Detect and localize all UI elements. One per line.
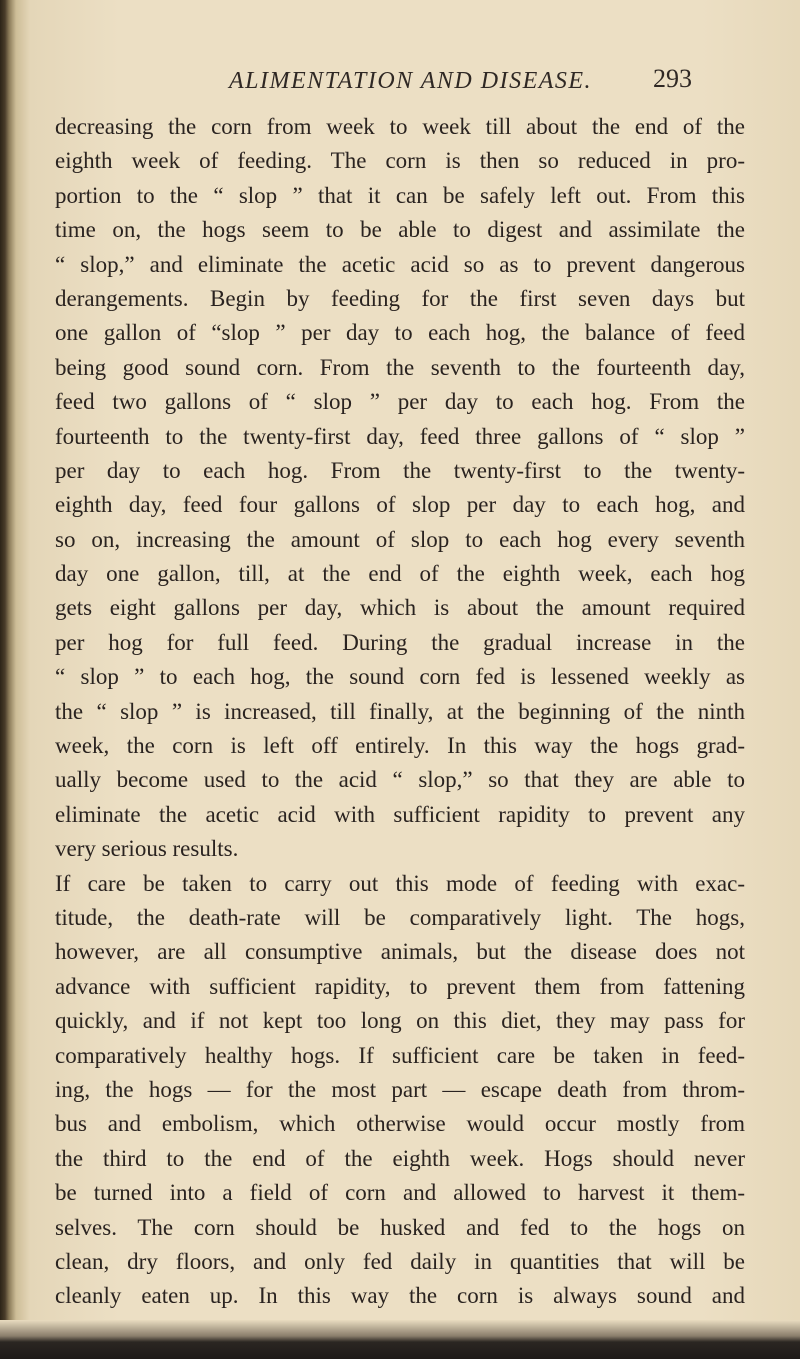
text-line: however, are all consumptive animals, but the disease does not bbox=[55, 939, 745, 965]
text-line: week, the corn is left off entirely. In this way the hogs grad- bbox=[55, 733, 745, 759]
text-line: clean, dry floors, and only fed daily in quantities that will be bbox=[55, 1248, 745, 1274]
paragraph-1 bbox=[55, 110, 745, 867]
text-line: gets eight gallons per day, which is about the amount required bbox=[55, 595, 745, 621]
page-bottom-edge bbox=[0, 1320, 800, 1359]
text-line: comparatively healthy hogs. If sufficient care be taken in feed- bbox=[55, 1042, 745, 1068]
text-line: “ slop ” to each hog, the sound corn fed is lessened weekly as bbox=[55, 664, 745, 690]
text-line: time on, the hogs seem to be able to digest and assimilate the bbox=[55, 217, 745, 243]
text-line: eighth week of feeding. The corn is then so reduced in pro- bbox=[55, 148, 745, 174]
page-number: 293 bbox=[653, 64, 692, 93]
text-line: “ slop,” and eliminate the acetic acid so as to prevent dangerous bbox=[55, 251, 745, 277]
text-line: titude, the death-rate will be comparatively light. The hogs, bbox=[55, 904, 745, 930]
text-line: quickly, and if not kept too long on this diet, they may pass for bbox=[55, 1008, 745, 1034]
text-line: eliminate the acetic acid with sufficient rapidity to prevent any bbox=[55, 801, 745, 827]
running-head: ALIMENTATION AND DISEASE. bbox=[229, 68, 593, 94]
text-line: one gallon of “slop ” per day to each hog, the balance of feed bbox=[55, 320, 745, 346]
text-line: fourteenth to the twenty-first day, feed three gallons of “ slop ” bbox=[55, 423, 745, 449]
text-line: day one gallon, till, at the end of the eighth week, each hog bbox=[55, 561, 745, 587]
text-line: per hog for full feed. During the gradual increase in the bbox=[55, 629, 745, 655]
text-line: being good sound corn. From the seventh to the fourteenth day, bbox=[55, 354, 745, 380]
text-line: cleanly eaten up. In this way the corn is always sound and bbox=[55, 1283, 745, 1309]
text-line: decreasing the corn from week to week till about the end of the bbox=[55, 114, 745, 139]
paragraph-2 bbox=[55, 867, 745, 1348]
text-line: portion to the “ slop ” that it can be safely left out. From this bbox=[55, 182, 745, 208]
text-line: selves. The corn should be husked and fed to the hogs on bbox=[55, 1214, 745, 1240]
text-line: so on, increasing the amount of slop to each hog every seventh bbox=[55, 526, 745, 552]
text-line: ing, the hogs — for the most part — escape death from throm- bbox=[55, 1076, 745, 1102]
text-line: feed two gallons of “ slop ” per day to each hog. From the bbox=[55, 389, 745, 415]
text-line: If care be taken to carry out this mode of feeding with exac- bbox=[55, 870, 745, 896]
text-line: ually become used to the acid “ slop,” so that they are able to bbox=[55, 767, 745, 793]
text-line: per day to each hog. From the twenty-first to the twenty- bbox=[55, 457, 745, 483]
text-line: derangements. Begin by feeding for the first seven days but bbox=[55, 285, 745, 311]
text-line: eighth day, feed four gallons of slop per day to each hog, and bbox=[55, 492, 745, 518]
body-text bbox=[55, 110, 745, 1348]
text-line: advance with sufficient rapidity, to prevent them from fattening bbox=[55, 973, 745, 999]
text-line: bus and embolism, which otherwise would occur mostly from bbox=[55, 1111, 745, 1137]
text-line: be turned into a field of corn and allowed to harvest it them- bbox=[55, 1180, 745, 1206]
text-line: very serious results. bbox=[55, 836, 239, 862]
text-line: the third to the end of the eighth week. Hogs should never bbox=[55, 1145, 745, 1171]
text-line: the “ slop ” is increased, till finally, at the beginning of the ninth bbox=[55, 698, 745, 724]
